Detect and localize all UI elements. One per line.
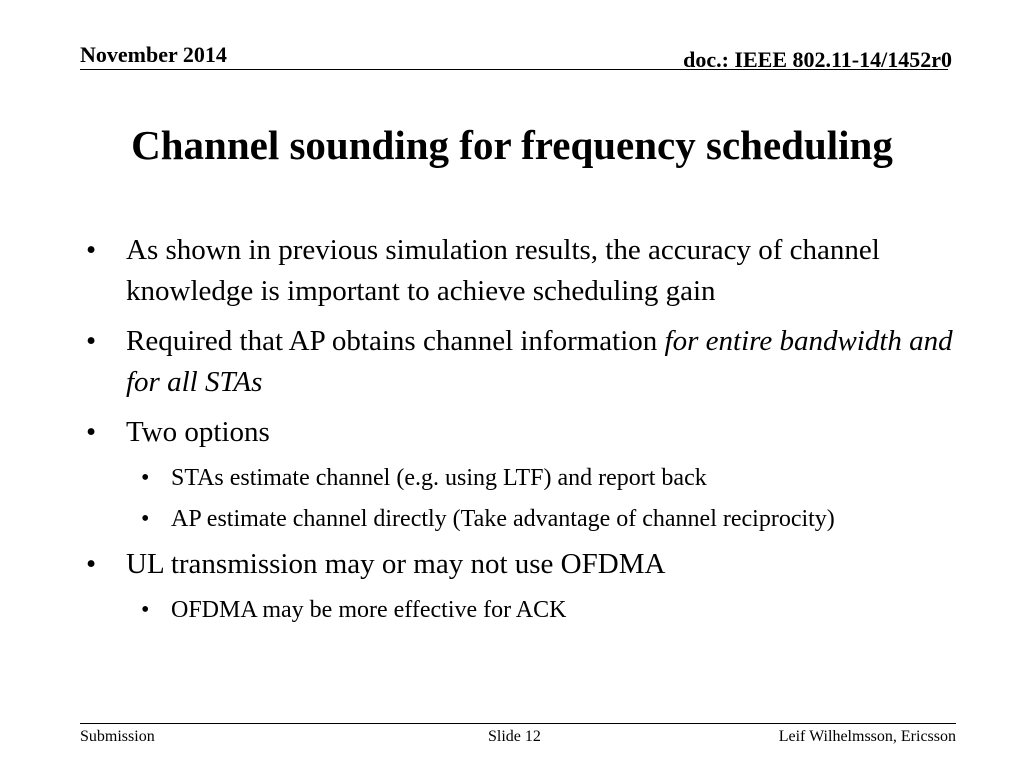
sub-bullet-text: OFDMA may be more effective for ACK	[171, 597, 567, 623]
sub-bullet-text: STAs estimate channel (e.g. using LTF) and report back	[171, 465, 707, 491]
header-divider	[80, 69, 948, 70]
bullet-marker: •	[86, 416, 97, 448]
bullet-item	[86, 321, 956, 403]
footer-slide-number: Slide 12	[488, 728, 541, 745]
slide-title: Channel sounding for frequency scheduling	[131, 122, 893, 168]
bullet-text: UL transmission may or may not use OFDMA	[126, 548, 666, 580]
footer-divider	[80, 723, 956, 724]
bullet-item	[86, 230, 956, 312]
header-date: November 2014	[80, 42, 227, 67]
sub-bullet-item	[126, 503, 956, 536]
bullet-marker: •	[86, 548, 97, 580]
footer-submission: Submission	[80, 728, 155, 745]
bullet-list	[86, 230, 956, 453]
bullet-italic-text: for entire bandwidth and for all STAs	[126, 325, 953, 398]
bullet-text: Required that AP obtains channel information	[126, 325, 665, 357]
footer-author: Leif Wilhelmsson, Ericsson	[778, 728, 956, 745]
bullet-item	[86, 544, 956, 585]
sub-bullet-marker: •	[141, 506, 150, 532]
sub-bullet-item	[126, 462, 956, 495]
sub-bullet-item	[126, 594, 956, 627]
bullet-marker: •	[86, 325, 97, 357]
sub-bullet-list	[86, 462, 956, 536]
bullet-text: Two options	[126, 416, 270, 448]
bullet-marker: •	[86, 234, 97, 266]
bullet-text: As shown in previous simulation results, the accuracy of channel knowledge is important to achieve scheduling gain	[126, 234, 880, 307]
sub-bullet-marker: •	[141, 597, 150, 623]
sub-bullet-marker: •	[141, 465, 150, 491]
header-doc-id: doc.: IEEE 802.11-14/1452r0	[683, 47, 952, 72]
bullet-list	[86, 544, 956, 585]
sub-bullet-list	[86, 594, 956, 627]
sub-bullet-text: AP estimate channel directly (Take advantage of channel reciprocity)	[171, 506, 835, 532]
bullet-item	[86, 412, 956, 453]
slide-content	[86, 230, 956, 635]
